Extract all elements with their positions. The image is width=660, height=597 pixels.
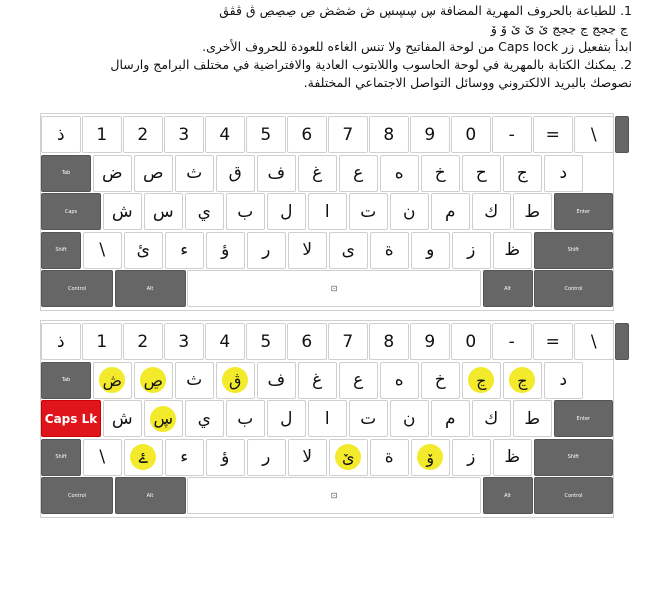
- key-r2-c5[interactable]: ل: [267, 400, 307, 437]
- key-r3-c8[interactable]: ة: [370, 439, 410, 476]
- key-r0-c2[interactable]: 2: [123, 323, 163, 360]
- instruction-line-1: 1. للطباعة بالحروف المهرية المضافة ڛ ڛڛڛ ڞ ڞڞڞ ڝ ڝڝڝ ڨ ڨڨڨ: [219, 3, 632, 18]
- key-r1-c5[interactable]: ف: [257, 362, 297, 399]
- spacebar[interactable]: [187, 477, 481, 514]
- key-r0-c6[interactable]: 6: [287, 323, 327, 360]
- key-r3-c0[interactable]: Shift: [41, 439, 81, 476]
- keyboard-1: [40, 113, 614, 311]
- key-r2-c3[interactable]: ي: [185, 400, 225, 437]
- keyboard-2: [40, 320, 614, 518]
- key-r0-c11[interactable]: -: [492, 116, 532, 153]
- key-r1-c5[interactable]: ف: [257, 155, 297, 192]
- key-r2-c2[interactable]: س: [144, 193, 184, 230]
- highlighted-key-label: ۆ: [417, 444, 443, 470]
- spacebar-glyph: ⊡: [330, 284, 338, 293]
- instruction-line-3: ابدأ بتفعيل زر Caps lock من لوحة المفاتيح ولا تنس الغاءه للعودة للحروف الأخرى.: [202, 39, 632, 54]
- key-r2-c10[interactable]: ك: [472, 400, 512, 437]
- key-r3-c4[interactable]: ؤ: [206, 232, 246, 269]
- key-r2-c3[interactable]: ي: [185, 193, 225, 230]
- key-r4-c1[interactable]: Alt: [115, 477, 186, 514]
- key-r3-c11[interactable]: ظ: [493, 439, 533, 476]
- key-r3-c3[interactable]: ء: [165, 232, 205, 269]
- spacebar[interactable]: [187, 270, 481, 307]
- key-r1-c11[interactable]: ج: [503, 155, 543, 192]
- key-r1-c3[interactable]: ث: [175, 155, 215, 192]
- instructions: [0, 0, 660, 105]
- key-r1-c3[interactable]: ث: [175, 362, 215, 399]
- key-r1-c0[interactable]: Tab: [41, 155, 91, 192]
- key-r0-c3[interactable]: 3: [164, 116, 204, 153]
- key-r2-c9[interactable]: م: [431, 400, 471, 437]
- key-r0-c12[interactable]: =: [533, 323, 573, 360]
- key-r3-c2[interactable]: ئ: [124, 232, 164, 269]
- key-r3-c5[interactable]: ر: [247, 439, 287, 476]
- key-r1-c2[interactable]: ص: [134, 155, 174, 192]
- key-r0-c6[interactable]: 6: [287, 116, 327, 153]
- key-r0-c2[interactable]: 2: [123, 116, 163, 153]
- key-r3-c2[interactable]: [124, 439, 164, 476]
- key-r1-c10[interactable]: ح: [462, 155, 502, 192]
- highlighted-key-label: ۓ: [130, 444, 156, 470]
- key-r3-c7[interactable]: [329, 439, 369, 476]
- key-r0-c5[interactable]: 5: [246, 323, 286, 360]
- key-r2-c4[interactable]: ب: [226, 400, 266, 437]
- key-r3-c11[interactable]: ظ: [493, 232, 533, 269]
- key-r0-c13[interactable]: \: [574, 116, 614, 153]
- highlighted-key-label: ڛ: [150, 406, 176, 432]
- key-r3-c9[interactable]: و: [411, 232, 451, 269]
- key-r2-c8[interactable]: ن: [390, 400, 430, 437]
- key-r1-c12[interactable]: د: [544, 155, 584, 192]
- key-r1-c6[interactable]: غ: [298, 155, 338, 192]
- key-r2-c6[interactable]: ا: [308, 193, 348, 230]
- key-r0-c9[interactable]: 9: [410, 323, 450, 360]
- spacebar-glyph: ⊡: [330, 491, 338, 500]
- key-r0-c3[interactable]: 3: [164, 323, 204, 360]
- key-r2-c12[interactable]: Enter: [554, 400, 614, 437]
- key-r2-c7[interactable]: ت: [349, 400, 389, 437]
- key-r2-c0[interactable]: Caps Lk: [41, 400, 101, 437]
- key-r3-c8[interactable]: ة: [370, 232, 410, 269]
- key-r4-c4[interactable]: Control: [534, 270, 613, 307]
- key-r0-c11[interactable]: -: [492, 323, 532, 360]
- key-r0-c7[interactable]: 7: [328, 323, 368, 360]
- key-r0-c8[interactable]: 8: [369, 323, 409, 360]
- key-r3-c0[interactable]: Shift: [41, 232, 81, 269]
- key-r2-c5[interactable]: ل: [267, 193, 307, 230]
- key-r1-c1[interactable]: [93, 362, 133, 399]
- key-r0-c10[interactable]: 0: [451, 323, 491, 360]
- key-r3-c1[interactable]: \: [83, 439, 123, 476]
- key-r4-c3[interactable]: Alt: [483, 477, 533, 514]
- key-r1-c8[interactable]: ه: [380, 362, 420, 399]
- key-r3-c12[interactable]: Shift: [534, 232, 614, 269]
- key-r1-c10[interactable]: [462, 362, 502, 399]
- key-r0-c4[interactable]: 4: [205, 323, 245, 360]
- key-r2-c11[interactable]: ط: [513, 193, 553, 230]
- key-r4-c4[interactable]: Control: [534, 477, 613, 514]
- key-r2-c2[interactable]: [144, 400, 184, 437]
- highlighted-key-label: ێ: [335, 444, 361, 470]
- highlighted-key-label: ڝ: [140, 367, 166, 393]
- key-r3-c6[interactable]: لا: [288, 439, 328, 476]
- key-r0-c0[interactable]: ذ: [41, 323, 81, 360]
- key-r0-c1[interactable]: 1: [82, 116, 122, 153]
- key-r1-c7[interactable]: ع: [339, 155, 379, 192]
- key-r0-c8[interactable]: 8: [369, 116, 409, 153]
- key-r1-c12[interactable]: د: [544, 362, 584, 399]
- key-r2-c12[interactable]: Enter: [554, 193, 614, 230]
- key-r2-c1[interactable]: ش: [103, 400, 143, 437]
- key-r3-c3[interactable]: ء: [165, 439, 205, 476]
- key-r0-c12[interactable]: =: [533, 116, 573, 153]
- key-r0-c4[interactable]: 4: [205, 116, 245, 153]
- key-r1-c9[interactable]: خ: [421, 362, 461, 399]
- key-r2-c9[interactable]: م: [431, 193, 471, 230]
- key-r4-c1[interactable]: Alt: [115, 270, 186, 307]
- key-r2-c7[interactable]: ت: [349, 193, 389, 230]
- key-r3-c7[interactable]: ى: [329, 232, 369, 269]
- key-r4-c0[interactable]: Control: [41, 270, 113, 307]
- key-r0-c1[interactable]: 1: [82, 323, 122, 360]
- key-r3-c6[interactable]: لا: [288, 232, 328, 269]
- key-r2-c11[interactable]: ط: [513, 400, 553, 437]
- key-r4-c3[interactable]: Alt: [483, 270, 533, 307]
- key-r1-c4[interactable]: ق: [216, 155, 256, 192]
- instruction-line-4: 2. يمكنك الكتابة بالمهرية في لوحة الحاسوب واللابتوب العادية والافتراضية في مختلف البرامج وارسال: [110, 57, 632, 72]
- key-r2-c10[interactable]: ك: [472, 193, 512, 230]
- key-r0-c0[interactable]: ذ: [41, 116, 81, 153]
- key-r1-c4[interactable]: [216, 362, 256, 399]
- key-r0-c13[interactable]: \: [574, 323, 614, 360]
- key-r2-c1[interactable]: ش: [103, 193, 143, 230]
- key-r3-c12[interactable]: Shift: [534, 439, 614, 476]
- highlighted-key-label: ڞ: [99, 367, 125, 393]
- key-r4-c0[interactable]: Control: [41, 477, 113, 514]
- key-r0-c14[interactable]: [615, 323, 629, 360]
- highlighted-key-label: ڃ: [468, 367, 494, 393]
- key-r1-c8[interactable]: ه: [380, 155, 420, 192]
- key-r0-c7[interactable]: 7: [328, 116, 368, 153]
- key-r1-c9[interactable]: خ: [421, 155, 461, 192]
- key-r3-c10[interactable]: ز: [452, 232, 492, 269]
- key-r3-c10[interactable]: ز: [452, 439, 492, 476]
- key-r2-c0[interactable]: Caps: [41, 193, 101, 230]
- key-r3-c9[interactable]: [411, 439, 451, 476]
- key-r0-c14[interactable]: [615, 116, 629, 153]
- key-r0-c5[interactable]: 5: [246, 116, 286, 153]
- key-r3-c1[interactable]: \: [83, 232, 123, 269]
- key-r0-c10[interactable]: 0: [451, 116, 491, 153]
- key-r1-c7[interactable]: ع: [339, 362, 379, 399]
- key-r1-c1[interactable]: ض: [93, 155, 133, 192]
- key-r3-c4[interactable]: ؤ: [206, 439, 246, 476]
- key-r1-c6[interactable]: غ: [298, 362, 338, 399]
- key-r2-c4[interactable]: ب: [226, 193, 266, 230]
- highlighted-key-label: ڃ: [509, 367, 535, 393]
- key-r1-c2[interactable]: [134, 362, 174, 399]
- instruction-line-2: ڃ ڃڃڃ ڃ ڃڃڃ ێ ێ ێ ۆ ۆ: [490, 21, 628, 36]
- key-r1-c11[interactable]: [503, 362, 543, 399]
- key-r0-c9[interactable]: 9: [410, 116, 450, 153]
- key-r1-c0[interactable]: Tab: [41, 362, 91, 399]
- instruction-line-5: نصوصك بالبريد الالكتروني ووسائل التواصل الاجتماعي المختلفة.: [303, 75, 632, 90]
- key-r2-c8[interactable]: ن: [390, 193, 430, 230]
- highlighted-key-label: ڨ: [222, 367, 248, 393]
- key-r2-c6[interactable]: ا: [308, 400, 348, 437]
- key-r3-c5[interactable]: ر: [247, 232, 287, 269]
